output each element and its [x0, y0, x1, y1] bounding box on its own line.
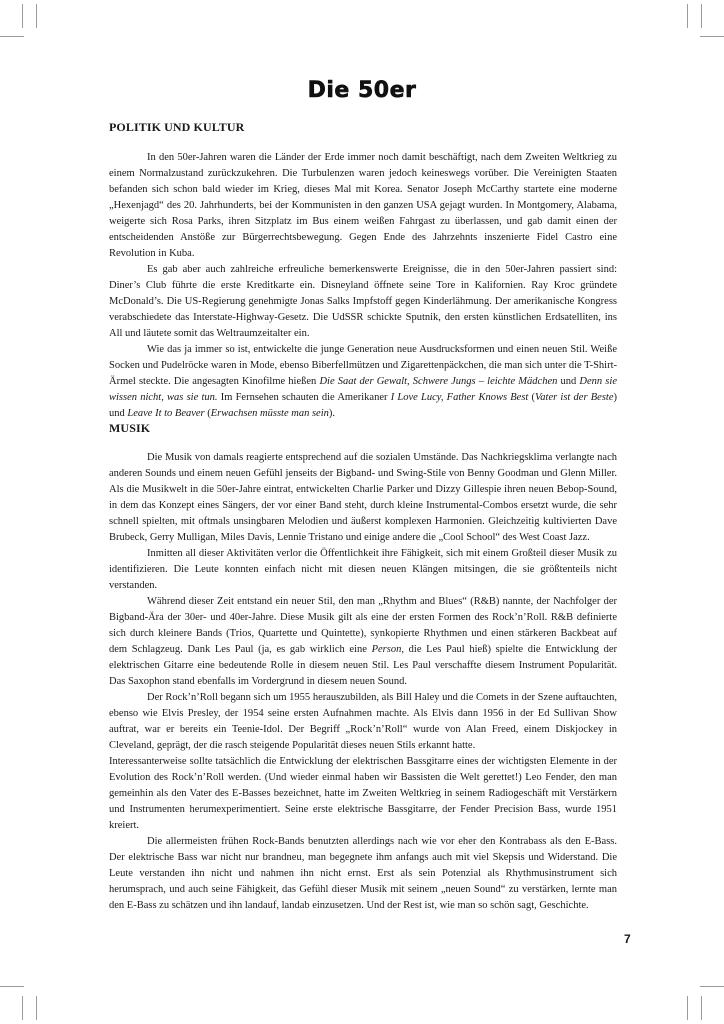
crop-mark: [701, 4, 702, 28]
crop-mark: [0, 36, 24, 37]
text-run: ) und: [109, 392, 617, 419]
text-run: Im Fernsehen schauten die Amerikaner: [217, 392, 391, 403]
crop-mark: [22, 996, 23, 1020]
crop-mark: [700, 986, 724, 987]
section-body-musik: [109, 450, 617, 914]
text-run: (: [204, 408, 211, 419]
text-run: , die Les Paul hieß) spielte die Entwicklung der elektrischen Gitarre eine bedeutende Rolle in diesem neuen Stil. Les Paul verschaffte diesem Instrument Popularität. Das Saxophon stand ebenfalls im Vordergrund in diesem neuen Sound.: [109, 644, 617, 687]
text-run: ).: [328, 408, 336, 419]
crop-mark: [36, 4, 37, 28]
page-title: Die 50er: [307, 78, 417, 103]
section-heading-politik: POLITIK UND KULTUR: [109, 120, 245, 134]
tv-title: Erwachsen müsste man sein: [210, 408, 329, 419]
paragraph: Die Musik von damals reagierte entsprechend auf die sozialen Umstände. Das Nachkriegsklima verlangte nach anderen Sounds und einem neuen Gefühl jenseits der Bigband- und Swing-Stile von Benny Goodman und Glenn Miller. Als die Musikwelt in die 50er-Jahre eintrat, entwickelten Charlie Parker und Dizzy Gillespie ihren neuen Bebop-Sound, in dem das Konzept eines Sängers, der vor einer Band steht, durch kleine Instrumental-Combos ersetzt wurde, die sehr schnell spielten, mit oftmals unsingbaren Melodien und äußerst komplexen Harmonien. Gleichzeitig kultivierten Dave Brubeck, Gerry Mulligan, Miles Davis, Lennie Tristano und einige andere die „Cool School“ des West Coast Jazz.: [109, 452, 617, 543]
section-heading-musik: MUSIK: [109, 421, 151, 435]
page-number: 7: [624, 932, 631, 946]
paragraph: Die allermeisten frühen Rock-Bands benutzten allerdings nach wie vor eher den Kontrabass als den E-Bass. Der elektrische Bass war nicht nur brandneu, man begegnete ihm anfangs auch mit viel Skepsis und Widerstand. Die Leute verstanden ihn nicht und nahmen ihn nicht ernst. Erst als sein Potenzial als Rhythmusinstrument sich herumsprach, und auch seine Fähigkeit, das Gefühl dieser Musik mit seinem „neuen Sound“ zu verstärken, lernte man den E-Bass zu schätzen und ihn landauf, landab einzusetzen. Und der Rest ist, wie man so schön sagt, Geschichte.: [109, 836, 617, 911]
tv-title: Leave It to Beaver: [127, 408, 205, 419]
crop-mark: [22, 4, 23, 28]
paragraph: [109, 594, 617, 690]
text-run: Während dieser Zeit entstand ein neuer Stil, den man „Rhythm and Blues“ (R&B) nannte, der Nachfolger der Bigband-Ära der 30er- und 40er-Jahre. Diese Musik gilt als eine der ersten Formen des Rock’n’Roll. R&B definierte sich durch kleinere Bands (Trios, Quartette und Quintette), synkopierte Rhythmen und einen stärkeren Backbeat auf dem Schlagzeug. Dank Les Paul (ja, es gab wirklich eine: [109, 596, 617, 655]
emphasis: Person: [371, 644, 402, 655]
paragraph: Der Rock’n’Roll begann sich um 1955 herauszubilden, als Bill Haley und die Comets in der Szene auftauchten, ebenso wie Elvis Presley, der 1954 seine ersten Aufnahmen machte. Als Elvis dann 1956 in der Ed Sullivan Show auftrat, war er bereits ein Teenie-Idol. Der Begriff „Rock’n’Roll“ wurde von Alan Freed, einem Diskjockey in Cleveland, geprägt, der die rasch steigende Popularität dieses neuen Stils erkannt hatte.: [109, 692, 617, 751]
text-run: Wie das ja immer so ist, entwickelte die junge Generation neue Ausdrucksformen und einen neuen Stil. Weiße Socken und Pudelröcke waren in Mode, ebenso Biberfellmützen und Zigarettenpäckchen, die man sich unter die T-Shirt-Ärmel steckte. Die angesagten Kinofilme hießen: [109, 344, 617, 387]
paragraph: Interessanterweise sollte tatsächlich die Entwicklung der elektrischen Bassgitarre eines der wichtigsten Elemente in der Evolution des Rock’n’Roll werden. (Und wieder einmal haben wir Bassisten die Welt gerettet!) Leo Fender, den man gemeinhin als den Vater des E-Basses bezeichnet, hatte im Zweiten Weltkrieg in seinem Radiogeschäft mit Verstärkern und Instrumenten herumexperimentiert. Seine erste elektrische Bassgitarre, der Fender Precision Bass, wurde 1951 kreiert.: [109, 756, 617, 831]
film-title: Denn sie wissen nicht, was sie tun.: [109, 376, 617, 403]
text-run: (: [528, 392, 536, 403]
text-run: und: [557, 376, 580, 387]
crop-mark: [700, 36, 724, 37]
tv-title: I Love Lucy, Father Knows Best: [390, 392, 529, 403]
crop-mark: [687, 996, 688, 1020]
tv-title: Vater ist der Beste: [535, 392, 614, 403]
section-body-politik: [109, 150, 617, 422]
paragraph: In den 50er-Jahren waren die Länder der Erde immer noch damit beschäftigt, nach dem Zweiten Weltkrieg zu einem Normalzustand zurückzukehren. Die Turbulenzen waren jedoch keineswegs vorüber. Die Vereinigten Staaten befanden sich schon bald wieder im Krieg, dieses Mal mit Korea. Senator Joseph McCarthy startete eine moderne „Hexenjagd“ des 20. Jahrhunderts, bei der Kommunisten in den ganzen USA gejagt wurden. In Montgomery, Alabama, weigerte sich Rosa Parks, ihren Sitzplatz im Bus einem weißen Fahrgast zu überlassen, und gab damit einen der entscheidenden Anstöße zur Bürgerrechtsbewegung. Gegen Ende des Jahrzehnts inszenierte Fidel Castro eine Revolution in Kuba.: [109, 152, 617, 259]
paragraph: Inmitten all dieser Aktivitäten verlor die Öffentlichkeit ihre Fähigkeit, sich mit einem Großteil dieser Musik zu identifizieren. Die Leute konnten einfach nicht mit diesen neuen Klängen mitsingen, die sie größtenteils nicht verstanden.: [109, 548, 617, 591]
crop-mark: [0, 986, 24, 987]
crop-mark: [701, 996, 702, 1020]
film-title: Die Saat der Gewalt, Schwere Jungs – leichte Mädchen: [319, 376, 558, 387]
crop-mark: [687, 4, 688, 28]
paragraph: [109, 342, 617, 422]
paragraph: Es gab aber auch zahlreiche erfreuliche bemerkenswerte Ereignisse, die in den 50er-Jahren passiert sind: Diner’s Club führte die erste Kreditkarte ein. Disneyland öffnete seine Tore in Kalifornien. Ray Kroc gründete McDonald’s. Die US-Regierung genehmigte Jonas Salks Impfstoff gegen Kinderlähmung. Der amerikanische Kongress verabschiedete das Interstate-Highway-Gesetz. Die UdSSR schickte Sputnik, den ersten künstlichen Erdsatelliten, ins All und läutete somit das Weltraumzeitalter ein.: [109, 264, 617, 339]
crop-mark: [36, 996, 37, 1020]
